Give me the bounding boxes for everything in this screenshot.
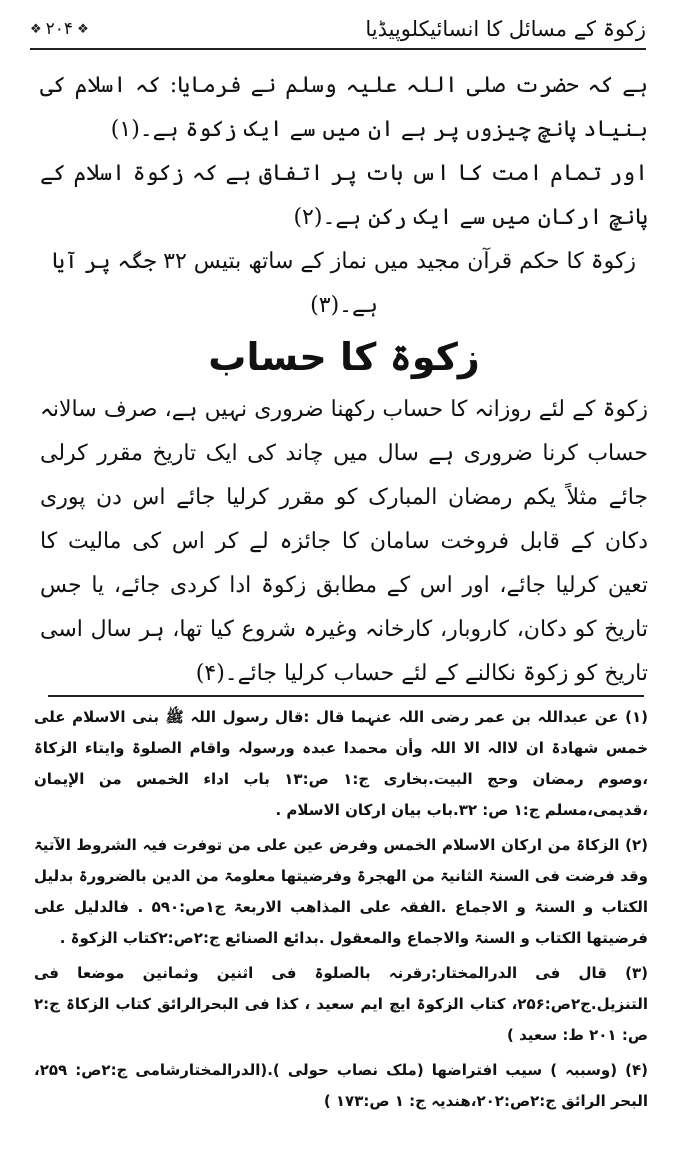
footnote-separator (48, 695, 644, 697)
main-text (40, 64, 648, 696)
book-title: زکوۃ کے مسائل کا انسائیکلوپیڈیا (365, 17, 646, 41)
paragraph-consensus: اور تمام امت کا اس بات پر اتفاق ہے کہ زکوۃ اسلام کے پانچ ارکان میں سے ایک رکن ہے۔(۲) (40, 161, 648, 230)
paragraph-quran-mentions: زکوۃ کا حکم قرآن مجید میں نماز کے ساتھ بتیس ۳۲ جگہ پر آیا ہے۔(۳) (51, 249, 637, 318)
page-number (30, 19, 89, 39)
footnote-1: (۱) عن عبداللہ بن عمر رضی اللہ عنہما قال :قال رسول اللہ ﷺ بنی الاسلام علی خمس شھادۃ ان لاالہ الا اللہ وأن محمدا عبدہ ورسولہ واقام الصلوۃ وایتاء الزکاۃ ،وصوم رمضان وحج البیت.بخاری ج:۱ ص:۱۳ باب اداء الخمس من الإیمان ،قدیمی،مسلم ج:۱ ص: ۳۲.باب بیان ارکان الاسلام . (34, 708, 648, 819)
paragraph-hadith: ہے کہ حضرت صلی اللہ علیہ وسلم نے فرمایا: کہ اسلام کی بنیاد پانچ چیزوں پر ہے ان میں سے ایک زکوۃ ہے۔(۱) (40, 73, 648, 142)
page-number-value: ۲۰۴ (45, 19, 74, 39)
footnote-4: (۴) (وسببہ ) سیب افتراضھا (ملک نصاب حولی ).(الدرالمختارشامی ج:۲ص: ۲۵۹، البحر الرائق ج:۲ص:۲۰۲،ھندیہ ج: ۱ ص:۱۷۳ ) (34, 1061, 648, 1110)
page-header (30, 10, 646, 50)
section-heading: زکوۃ کا حساب (208, 335, 480, 379)
footnotes (34, 702, 648, 1121)
paragraph-zakat-calculation: زکوۃ کے لئے روزانہ کا حساب رکھنا ضروری نہیں ہے، صرف سالانہ حساب کرنا ضروری ہے سال میں چاند کی ایک تاریخ مقرر کرلی جائے مثلاً یکم رمضان المبارک کو مقرر کرلیا جائے اس دن پوری دکان کے قابل فروخت سامان کا جائزہ لے کر اس کی مالیت کا تعین کرلیا جائے، اور اس کے مطابق زکوۃ ادا کردی جائے، یا جس تاریخ کو دکان، کاروبار، کارخانہ وغیرہ شروع کیا تھا، ہر سال اسی تاریخ کو زکوۃ نکالنے کے لئے حساب کرلیا جائے۔(۴) (40, 397, 648, 686)
footnote-2: (۲) الزکاۃ من ارکان الاسلام الخمس وفرض عین علی من توفرت فیہ الشروط الآتیۃ وقد فرضت فی السنۃ الثانیۃ من الھجرۃ وفرضیتھا معلومۃ من الدین بالضرورۃ بدلیل الکتاب و السنۃ و الاجماع .الفقہ علی المذاھب الاربعۃ ج۱ص:۵۹۰ . فالدلیل علی فرضیتھا الکتاب و السنۃ والاجماع والمعقول .بدائع الصنائع ج:۲ص:۲کتاب الزکوۃ . (34, 836, 648, 947)
footnote-3: (۳) قال فی الدرالمختار:رقرنہ بالصلوۃ فی اثنین وثمانین موضعا فی التنزیل.ج۲ص:۲۵۶، کتاب الزکوۃ ایچ ایم سعید ، کذا فی البحرالرائق کتاب الزکاۃ ج:۲ ص: ۲۰۱ ط: سعید ) (34, 964, 648, 1044)
ornament-right-icon: ❖ (77, 21, 89, 37)
ornament-left-icon: ❖ (30, 21, 42, 37)
